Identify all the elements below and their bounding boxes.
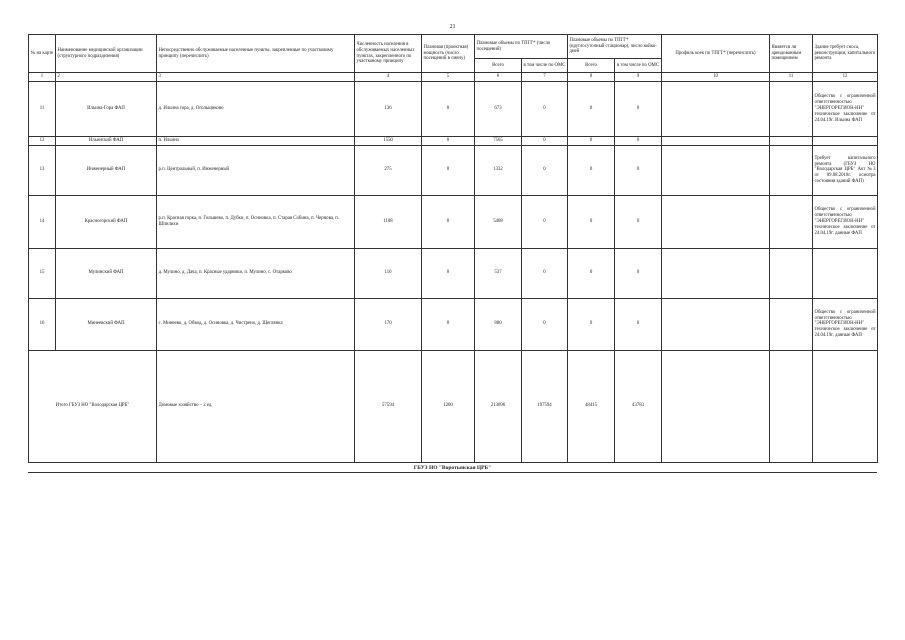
visits-total: 5408 bbox=[475, 195, 522, 248]
settlements: д. Мулино, д. Дача, п. Красные ударники, п. Мулино, с. Отарково bbox=[157, 248, 355, 298]
org-name: Минеевский ФАП bbox=[56, 298, 157, 350]
total-row bbox=[29, 350, 878, 462]
col-num: 5 bbox=[422, 73, 475, 82]
settlements: д. Ильина гора, д. Огольщиково bbox=[157, 82, 355, 137]
visits-total: 880 bbox=[475, 298, 522, 350]
visits-oms: 0 bbox=[522, 248, 568, 298]
header-hospital: Плановые объемы по ТПГГ* (круглосуточный стационар), число койко-дней bbox=[568, 35, 662, 59]
visits-oms: 0 bbox=[522, 195, 568, 248]
table-row bbox=[29, 298, 878, 350]
hospital-total: 0 bbox=[568, 298, 615, 350]
population: 275 bbox=[355, 145, 422, 195]
header-map-number: № на карте bbox=[29, 35, 56, 73]
col-num: 4 bbox=[355, 73, 422, 82]
total-population: 57594 bbox=[355, 350, 422, 462]
table-row bbox=[29, 137, 878, 146]
hospital-total: 0 bbox=[568, 248, 615, 298]
rented bbox=[770, 137, 813, 146]
col-num: 12 bbox=[813, 73, 878, 82]
repair-note: Общество с ограниченной ответственностью "ЭНЕРГОРЕГИОН-НН" техническое заключение от 24.04.19г. Ильина ФАП bbox=[813, 82, 878, 137]
visits-total: 673 bbox=[475, 82, 522, 137]
repair-note: Требует капитального ремонта (ГБУЗ НО "Володарская ЦРБ" Акт №3 от 09.08.2018г. осмотра состояния зданий ФАП) bbox=[813, 145, 878, 195]
rented bbox=[770, 82, 813, 137]
visits-oms: 0 bbox=[522, 137, 568, 146]
table-row bbox=[29, 145, 878, 195]
population: 1108 bbox=[355, 195, 422, 248]
capacity: 8 bbox=[422, 82, 475, 137]
population: 136 bbox=[355, 82, 422, 137]
rented bbox=[770, 248, 813, 298]
row-number: 13 bbox=[29, 145, 56, 195]
header-hospital-total: Всего bbox=[568, 59, 615, 73]
rented bbox=[770, 145, 813, 195]
total-settlements: Домовые хозяйство – 2 ед. bbox=[157, 350, 355, 462]
col-num: 3 bbox=[157, 73, 355, 82]
table-row bbox=[29, 195, 878, 248]
header-settlements: Непосредственно обслуживаемые населенные пункты, закрепленные по участковому принципу (перечислить) bbox=[157, 35, 355, 73]
repair-note: Общество с ограниченной ответственностью "ЭНЕРГОРЕГИОН-НН" техническое заключение от 24.04.19г. данные ФАП bbox=[813, 298, 878, 350]
hospital-oms: 0 bbox=[615, 145, 662, 195]
hospital-total: 0 bbox=[568, 82, 615, 137]
settlements: с. Минеево, д. Обвод, д. Осиновка, д. Чистрено, д. Щеглянка bbox=[157, 298, 355, 350]
bed-profile bbox=[662, 195, 770, 248]
settlements: р.п. Центральный, п. Инженерный bbox=[157, 145, 355, 195]
row-number: 14 bbox=[29, 195, 56, 248]
col-num: 10 bbox=[662, 73, 770, 82]
capacity: 8 bbox=[422, 298, 475, 350]
hospital-oms: 0 bbox=[615, 248, 662, 298]
hospital-total: 0 bbox=[568, 137, 615, 146]
row-number: 11 bbox=[29, 82, 56, 137]
header-hospital-oms: в том числе по ОМС bbox=[615, 59, 662, 73]
total-rented bbox=[770, 350, 813, 462]
visits-oms: 0 bbox=[522, 82, 568, 137]
column-number-row bbox=[29, 73, 878, 82]
population: 1550 bbox=[355, 137, 422, 146]
table-row bbox=[29, 248, 878, 298]
rented bbox=[770, 195, 813, 248]
bed-profile bbox=[662, 298, 770, 350]
visits-oms: 0 bbox=[522, 145, 568, 195]
total-hospital-total: 48415 bbox=[568, 350, 615, 462]
org-name: Мулинский ФАП bbox=[56, 248, 157, 298]
repair-note: Общество с ограниченной ответственностью "ЭНЕРГОРЕГИОН-НН" техническое заключение от 24.04.19г. данные ФАП bbox=[813, 195, 878, 248]
org-name: Ильинский ФАП bbox=[56, 137, 157, 146]
hospital-oms: 0 bbox=[615, 137, 662, 146]
header-repair: Здание требует сноса, реконструкции, капитального ремонта bbox=[813, 35, 878, 73]
row-number: 15 bbox=[29, 248, 56, 298]
population: 110 bbox=[355, 248, 422, 298]
total-visits-oms: 197594 bbox=[522, 350, 568, 462]
col-num: 11 bbox=[770, 73, 813, 82]
visits-oms: 0 bbox=[522, 298, 568, 350]
total-capacity: 1200 bbox=[422, 350, 475, 462]
row-number: 16 bbox=[29, 298, 56, 350]
header-capacity: Плановая (проектная) мощность (число посещений в смену) bbox=[422, 35, 475, 73]
header-bed-profile: Профиль коек по ТПГГ* (перечислить) bbox=[662, 35, 770, 73]
population: 170 bbox=[355, 298, 422, 350]
col-num: 2 bbox=[56, 73, 157, 82]
bed-profile bbox=[662, 137, 770, 146]
capacity: 8 bbox=[422, 145, 475, 195]
total-repair-note bbox=[813, 350, 878, 462]
visits-total: 537 bbox=[475, 248, 522, 298]
header-rented: Является ли арендованным помещением bbox=[770, 35, 813, 73]
header-visits-oms: в том числе по ОМС bbox=[522, 59, 568, 73]
org-name: Красногорский ФАП bbox=[56, 195, 157, 248]
hospital-oms: 0 bbox=[615, 82, 662, 137]
total-org-name: Итого ГБУЗ НО "Володарская ЦРБ" bbox=[29, 350, 157, 462]
bed-profile bbox=[662, 145, 770, 195]
capacity: 8 bbox=[422, 195, 475, 248]
bed-profile bbox=[662, 248, 770, 298]
settlements: р.п. Красная горка, п. Гольшево, п. Дубки, п. Осиновка, п. Старая Собина, п. Чернова, п. Шпилихи bbox=[157, 195, 355, 248]
rented bbox=[770, 298, 813, 350]
header-visits-total: Всего bbox=[475, 59, 522, 73]
repair-note bbox=[813, 137, 878, 146]
hospital-oms: 0 bbox=[615, 195, 662, 248]
capacity: 8 bbox=[422, 248, 475, 298]
header-population: Численность населения в обслуживаемых населенных пунктах, закрепленного по участковому принципу bbox=[355, 35, 422, 73]
org-name: Инженерный ФАП bbox=[56, 145, 157, 195]
page-number: 21 bbox=[449, 24, 456, 30]
total-visits-total: 213096 bbox=[475, 350, 522, 462]
hospital-oms: 0 bbox=[615, 298, 662, 350]
col-num: 1 bbox=[29, 73, 56, 82]
org-name: Ильина-Гора ФАП bbox=[56, 82, 157, 137]
table-row bbox=[29, 82, 878, 137]
total-bed-profile bbox=[662, 350, 770, 462]
col-num: 7 bbox=[522, 73, 568, 82]
hospital-total: 0 bbox=[568, 145, 615, 195]
total-hospital-oms: 43783 bbox=[615, 350, 662, 462]
visits-total: 1332 bbox=[475, 145, 522, 195]
register-table bbox=[28, 34, 878, 463]
row-number: 12 bbox=[29, 137, 56, 146]
repair-note bbox=[813, 248, 878, 298]
header-org-name: Наименование медицинской организации (структурного подразделения) bbox=[56, 35, 157, 73]
col-num: 6 bbox=[475, 73, 522, 82]
col-num: 9 bbox=[615, 73, 662, 82]
settlements: п. Ильино bbox=[157, 137, 355, 146]
visits-total: 7565 bbox=[475, 137, 522, 146]
hospital-total: 0 bbox=[568, 195, 615, 248]
header-visits: Плановые объемы по ТПГГ* (число посещений) bbox=[475, 35, 568, 59]
section-footer-title: ГБУЗ НО "Воротынская ЦРБ" bbox=[28, 465, 877, 473]
bed-profile bbox=[662, 82, 770, 137]
col-num: 8 bbox=[568, 73, 615, 82]
capacity: 8 bbox=[422, 137, 475, 146]
